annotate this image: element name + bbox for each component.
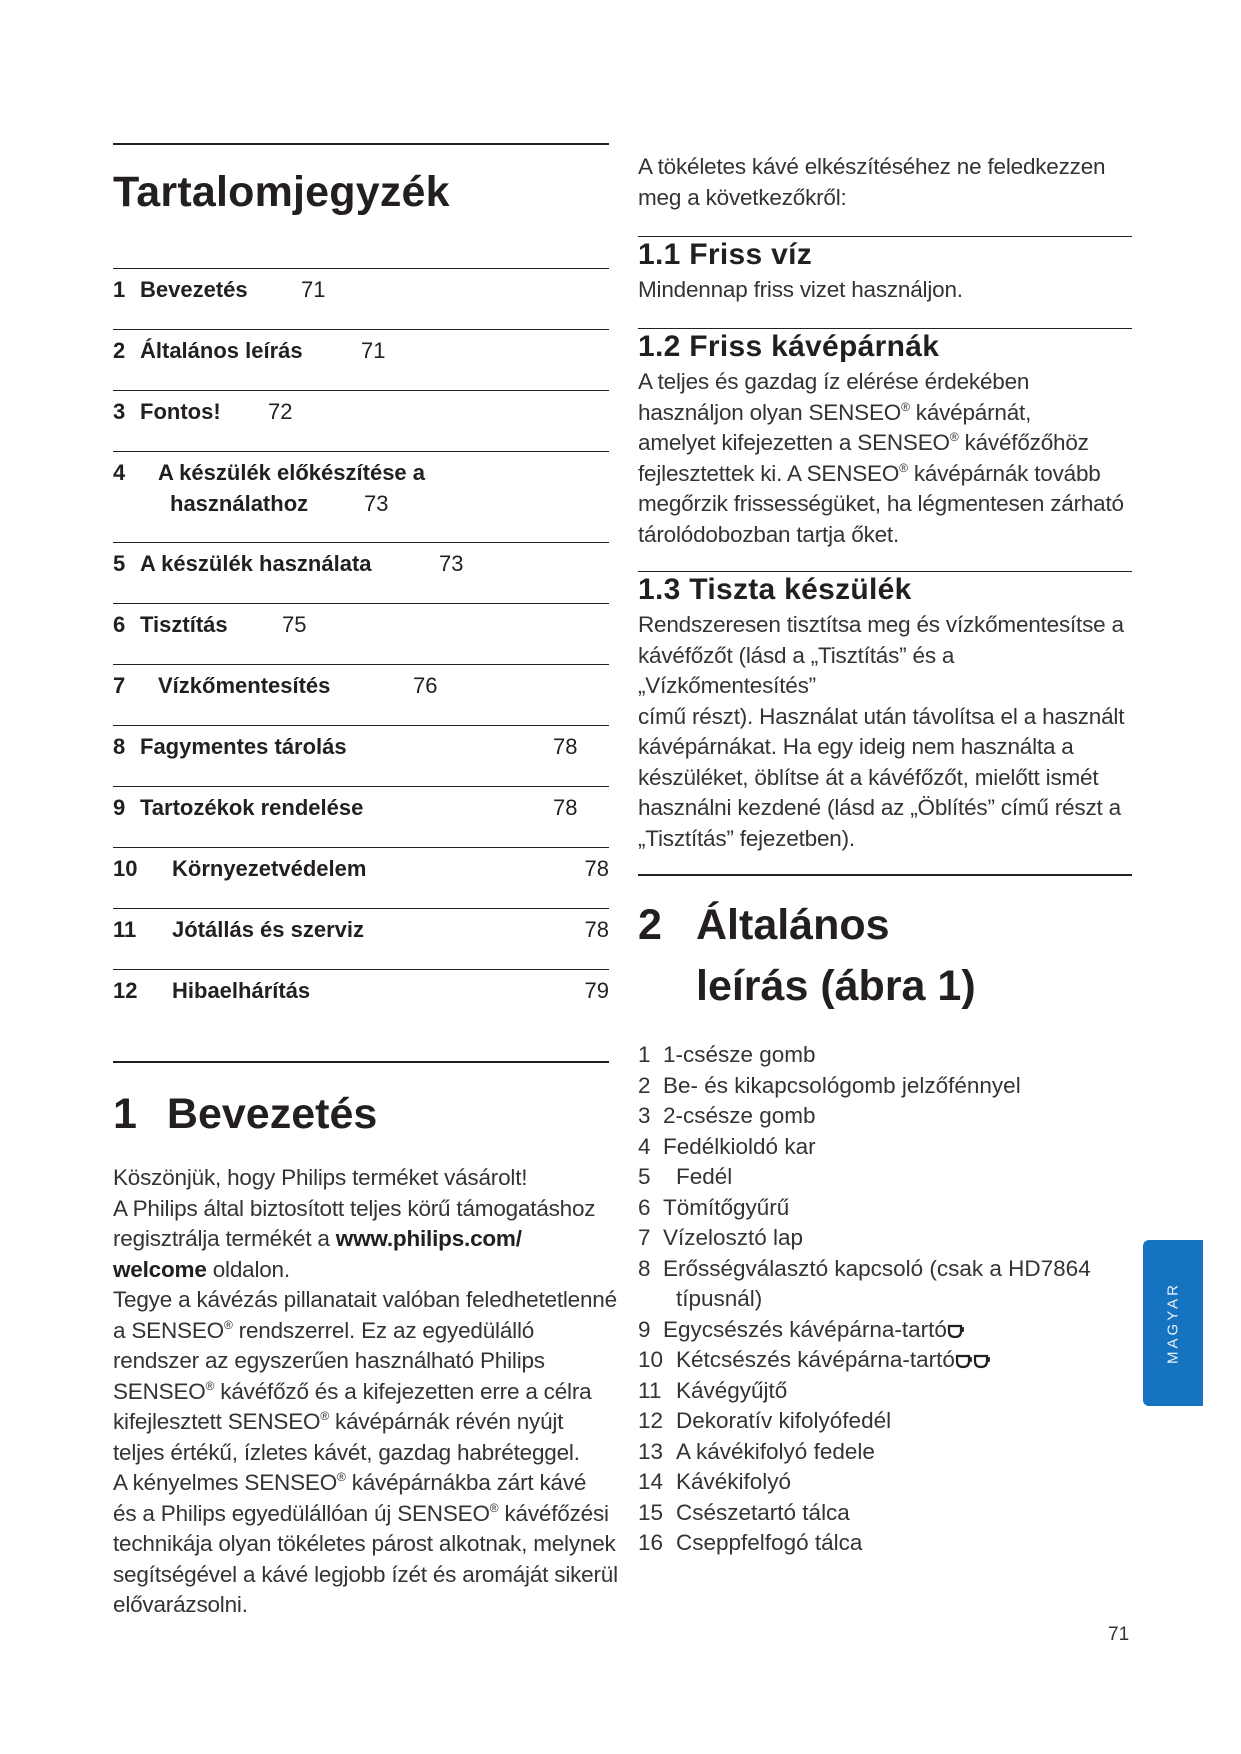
list-item — [638, 1071, 1132, 1102]
toc-item-label: Tisztítás — [140, 612, 228, 637]
intro-text — [113, 1163, 633, 1621]
text-line: Tegye a kávézás pillanatait valóban feledhetetlenné — [113, 1287, 617, 1312]
text-line: A teljes és gazdag íz elérése érdekében — [638, 369, 1030, 394]
item-text-wrap — [663, 1315, 965, 1346]
toc-item-label: Vízkőmentesítés — [158, 673, 331, 698]
item-text: Erősségválasztó kapcsoló (csak a HD7864 — [663, 1255, 1091, 1281]
item-text: Egycsészés kávépárna-tartó — [663, 1316, 947, 1342]
text-line: használni kezdené (lásd az „Öblítés” című részt a — [638, 795, 1121, 820]
text-line: elővarázsolni. — [113, 1592, 248, 1617]
text-span: SENSEO — [113, 1378, 206, 1404]
text-line: A Philips által biztosított teljes körű támogatáshoz — [113, 1195, 596, 1221]
text-span: regisztrálja termékét a — [113, 1226, 336, 1251]
text-span: kávépárnák révén nyújt — [328, 1409, 564, 1434]
toc-item-number: 8 — [113, 734, 126, 759]
toc-item-number: 11 — [113, 917, 137, 942]
item-number: 13 — [638, 1438, 664, 1464]
toc-item-page: 73 — [439, 551, 464, 576]
registered-mark: ® — [901, 399, 910, 414]
text-span: kávéfőzőhöz — [958, 430, 1089, 455]
item-text: Fedélkioldó kar — [663, 1133, 816, 1159]
item-text: Fedél — [676, 1164, 733, 1189]
item-text: Vízelosztó lap — [663, 1225, 804, 1250]
list-item — [638, 1223, 1132, 1254]
toc-item-label: Fagymentes tárolás — [140, 734, 347, 759]
divider — [113, 969, 609, 970]
page-number: 71 — [1108, 1624, 1130, 1645]
item-number: 7 — [638, 1225, 651, 1250]
divider — [113, 451, 609, 452]
item-text: Dekoratív kifolyófedél — [676, 1408, 892, 1433]
text-line: készüléket, öblítse át a kávéfőzőt, mielőtt ismét — [638, 764, 1099, 790]
section-1-heading — [113, 1090, 377, 1139]
text-line: meg a következőkről: — [638, 184, 847, 210]
item-number: 3 — [638, 1103, 651, 1128]
item-number: 14 — [638, 1469, 664, 1494]
item-number: 15 — [638, 1499, 664, 1525]
item-text: A kávékifolyó fedele — [676, 1438, 875, 1464]
toc-item-label: A készülék használata — [140, 551, 372, 576]
text-span: amelyet kifejezetten a SENSEO — [638, 430, 950, 455]
text-line — [113, 1468, 633, 1499]
toc-item-page: 76 — [413, 673, 438, 698]
registered-mark: ® — [899, 460, 908, 475]
text-span: A kényelmes SENSEO — [113, 1470, 337, 1495]
text-span: oldalon. — [206, 1256, 290, 1282]
text-line — [638, 428, 1132, 459]
list-item — [638, 1498, 1132, 1529]
text-span: és a Philips egyedülállóan új SENSEO — [113, 1500, 490, 1526]
text-span: kávépárnákba zárt kávé — [345, 1470, 587, 1495]
registered-mark: ® — [205, 1378, 215, 1393]
list-item — [638, 1345, 1132, 1376]
toc-item-number: 6 — [113, 612, 126, 637]
toc-item-number: 7 — [113, 673, 126, 698]
toc-item-label: Jótállás és szerviz — [172, 917, 365, 942]
divider — [638, 874, 1132, 876]
toc-item-page: 79 — [584, 978, 609, 1003]
text-line: megőrzik frissességüket, ha légmentesen zárható — [638, 491, 1124, 516]
text-line: tárolódobozban tartja őket. — [638, 521, 900, 547]
toc-item-label: Tartozékok rendelése — [140, 795, 364, 820]
toc-item-number: 3 — [113, 399, 126, 424]
language-tab-label: MAGYAR — [1164, 1282, 1182, 1364]
toc-item-label: A készülék előkészítése a — [158, 460, 426, 485]
item-text: Kétcsészés kávépárna-tartó — [676, 1347, 955, 1372]
text-line: „Tisztítás” fejezetben). — [638, 825, 855, 851]
website-link[interactable]: www.philips.com/ — [335, 1226, 522, 1251]
text-line: teljes értékű, ízletes kávét, gazdag habréteggel. — [113, 1439, 580, 1465]
toc-item-page: 75 — [282, 612, 307, 637]
registered-mark: ® — [489, 1500, 499, 1515]
item-text: Be- és kikapcsológomb jelzőfénnyel — [663, 1072, 1021, 1098]
list-item — [638, 1376, 1132, 1407]
toc-item-page: 78 — [553, 734, 578, 759]
item-number: 1 — [638, 1042, 651, 1067]
text-line — [113, 1224, 633, 1255]
text-span: kávépárnát, — [909, 399, 1032, 425]
item-text: Csészetartó tálca — [676, 1499, 850, 1525]
text-line: című részt). Használat után távolítsa el a használt — [638, 703, 1125, 729]
toc-item-number: 2 — [113, 338, 126, 363]
toc-item-label: Bevezetés — [140, 277, 248, 302]
item-number: 12 — [638, 1408, 664, 1433]
text-line — [113, 1407, 633, 1438]
toc-item-label-cont: használathoz — [170, 491, 309, 516]
subsection-title: 1.1 Friss víz — [638, 238, 812, 271]
toc-item-page: 71 — [361, 338, 386, 363]
text-span: kávéfőző és a kifejezetten erre a célra — [214, 1378, 592, 1404]
divider — [113, 268, 609, 269]
text-line: kávéfőzőt (lásd a „Tisztítás” és a „Vízkőmentesítés” — [638, 642, 955, 698]
list-item — [638, 1467, 1132, 1498]
toc-item-page: 78 — [584, 917, 609, 942]
toc-item-number: 12 — [113, 978, 138, 1003]
item-text: 1-csésze gomb — [663, 1042, 816, 1067]
text-line — [638, 459, 1132, 490]
toc-item-page: 72 — [268, 399, 293, 424]
section-number: 2 — [638, 901, 662, 949]
toc-item[interactable] — [113, 457, 609, 519]
divider — [638, 236, 1132, 237]
text-line: segítségével a kávé legjobb ízét és aromáját sikerül — [113, 1561, 618, 1587]
divider — [638, 571, 1132, 572]
toc-item-number: 9 — [113, 795, 126, 820]
divider — [638, 328, 1132, 329]
text-span: kávéfőzési — [498, 1500, 609, 1526]
divider — [113, 603, 609, 604]
text-line: rendszer az egyszerűen használható Philips — [113, 1348, 545, 1373]
text-line: Rendszeresen tisztítsa meg és vízkőmentesítse a — [638, 612, 1124, 637]
toc-item-label: Általános leírás — [140, 338, 303, 363]
toc-item-number: 10 — [113, 856, 138, 881]
list-item — [638, 1528, 1132, 1559]
two-cup-icon — [955, 1353, 973, 1369]
text-span: rendszerrel. Ez az egyedülálló — [232, 1317, 535, 1343]
toc-item-page: 71 — [301, 277, 326, 302]
item-number: 5 — [638, 1164, 651, 1189]
toc-item-page: 78 — [553, 795, 578, 820]
registered-mark: ® — [337, 1470, 346, 1484]
list-item — [638, 1437, 1132, 1468]
section-title: Bevezetés — [166, 1090, 378, 1138]
list-item — [638, 1040, 1132, 1071]
section-number: 1 — [113, 1090, 137, 1138]
toc-item-number: 5 — [113, 551, 126, 576]
subsection-text — [638, 610, 1132, 854]
text-line: A tökéletes kávé elkészítéséhez ne feledkezzen — [638, 154, 1106, 179]
toc-item-page: 73 — [364, 491, 389, 516]
divider — [113, 329, 609, 330]
list-item — [638, 1254, 1132, 1285]
text-span: a SENSEO — [113, 1317, 224, 1343]
text-line: kávépárnákat. Ha egy ideig nem használta a — [638, 734, 1074, 759]
toc-item-number: 1 — [113, 277, 126, 302]
divider — [113, 390, 609, 391]
tips-lead — [638, 152, 1132, 213]
text-span: fejlesztettek ki. A SENSEO — [638, 460, 900, 486]
divider — [113, 664, 609, 665]
item-number: 6 — [638, 1194, 651, 1220]
item-text: Tömítőgyűrű — [663, 1194, 790, 1220]
text-line: Mindennap friss vizet használjon. — [638, 277, 963, 302]
text-line — [113, 1499, 633, 1530]
subsection-text — [638, 275, 1132, 306]
item-number: 16 — [638, 1530, 664, 1555]
divider — [113, 847, 609, 848]
divider — [113, 542, 609, 543]
text-span: kifejlesztett SENSEO — [113, 1409, 321, 1434]
two-cup-icon-second — [973, 1353, 991, 1369]
list-item — [638, 1406, 1132, 1437]
toc-item-label: Hibaelhárítás — [172, 978, 311, 1003]
subsection-text — [638, 367, 1132, 550]
text-line — [638, 398, 1132, 429]
subsection-title: 1.2 Friss kávépárnák — [638, 330, 940, 363]
divider — [113, 1061, 609, 1063]
text-line: Köszönjük, hogy Philips terméket vásárolt! — [113, 1165, 528, 1190]
divider — [113, 725, 609, 726]
text-span: kávépárnák tovább — [907, 460, 1101, 486]
item-number: 4 — [638, 1133, 651, 1159]
one-cup-icon — [947, 1323, 965, 1339]
list-item-continuation — [638, 1284, 1132, 1315]
text-line: technikája olyan tökéletes párost alkotnak, melynek — [113, 1531, 616, 1556]
list-item — [638, 1315, 1132, 1346]
item-text: Kávégyűjtő — [676, 1377, 788, 1403]
toc-item-label: Környezetvédelem — [172, 856, 367, 881]
subsection-title: 1.3 Tiszta készülék — [638, 573, 912, 606]
item-text-wrap — [676, 1345, 991, 1376]
item-text: 2-csésze gomb — [663, 1103, 816, 1128]
item-number: 9 — [638, 1316, 651, 1342]
list-item — [638, 1101, 1132, 1132]
toc-title: Tartalomjegyzék — [113, 168, 450, 216]
registered-mark: ® — [320, 1409, 329, 1423]
divider — [113, 786, 609, 787]
toc-item-label: Fontos! — [140, 399, 221, 424]
section-title-cont: leírás (ábra 1) — [696, 962, 976, 1010]
list-item — [638, 1193, 1132, 1224]
text-line — [113, 1377, 633, 1408]
item-text: Kávékifolyó — [676, 1469, 792, 1494]
registered-mark: ® — [949, 430, 959, 444]
toc-item-page: 78 — [584, 856, 609, 881]
item-text: Cseppfelfogó tálca — [676, 1530, 863, 1555]
divider — [113, 143, 609, 145]
item-number: 8 — [638, 1255, 651, 1281]
divider — [113, 908, 609, 909]
text-line — [113, 1255, 633, 1286]
list-item — [638, 1132, 1132, 1163]
text-line — [113, 1316, 633, 1347]
website-link-cont[interactable]: welcome — [113, 1256, 207, 1282]
text-span: használjon olyan SENSEO — [638, 399, 902, 425]
parts-list — [638, 1040, 1132, 1559]
item-number: 10 — [638, 1347, 664, 1372]
section-title: Általános — [696, 901, 890, 949]
item-number: 11 — [638, 1377, 662, 1403]
registered-mark: ® — [223, 1317, 233, 1332]
list-item — [638, 1162, 1132, 1193]
item-text: típusnál) — [676, 1286, 763, 1311]
toc-item-number: 4 — [113, 460, 126, 485]
language-tab[interactable] — [1143, 1240, 1203, 1406]
item-number: 2 — [638, 1072, 651, 1098]
